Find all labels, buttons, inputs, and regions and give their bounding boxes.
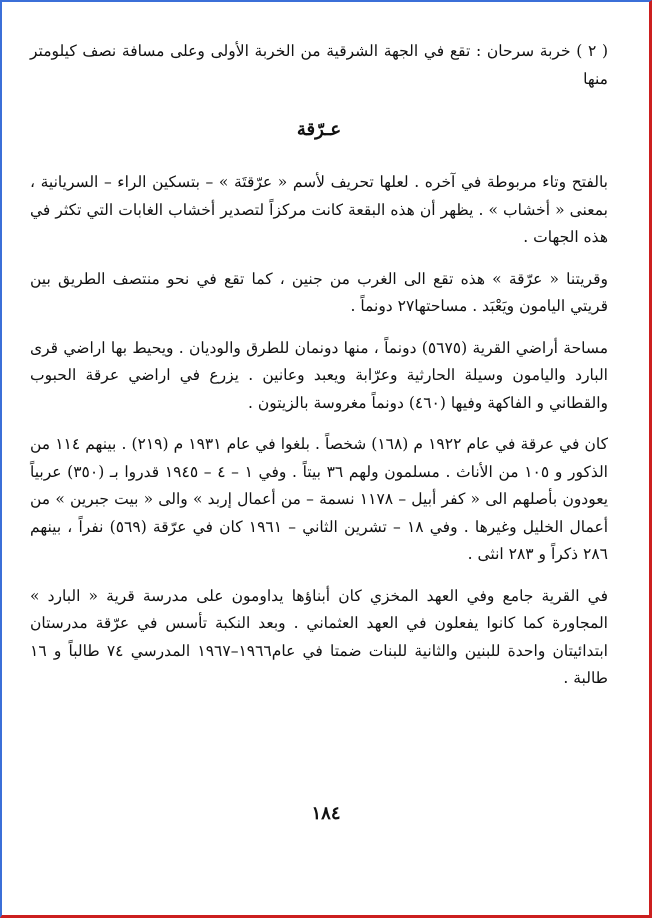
paragraph-location: وقريتنا « عرّقة » هذه تقع الى الغرب من جنين ، كما تقع في نحو منتصف الطريق بين قريتي اليامون ويَعْبَد . مساحتها٢٧ دونماً . (30, 269, 608, 315)
paragraph-population: كان في عرقة في عام ١٩٢٢ م (١٦٨) شخصاً . بلغوا في عام ١٩٣١ م (٢١٩) . بينهم ١١٤ من الذكور و ١٠٥ من الأناث . مسلمون ولهم ٣٦ بيتاً . وفي ١ – ٤ – ١٩٤٥ قدروا بـ (٣٥٠) عربياً يعودون بأصلهم الى « كفر أبيل – ١١٧٨ نسمة – من أعمال إربد » والى « بيت جبرين » من أعمال الخليل وغيرها . وفي ١٨ – تشرين الثاني – ١٩٦١ كان في عرّقة (٥٦٩) نفراً ، بينهم ٢٨٦ ذكراً و ٢٨٣ انثى . (30, 435, 609, 563)
paragraph-lands: مساحة أراضي القرية (٥٦٧٥) دونماً ، منها دونمان للطرق والوديان . ويحيط بها اراضي قرى البارد واليامون وسيلة الحارثية وعرّابة ويعبد وعانين . يزرع في اراضي عرقة الحبوب والقطاني و الفاكهة وفيها (٤٦٠) دونماً مغروسة بالزيتون . (30, 338, 609, 412)
paragraph-etymology: بالفتح وتاء مربوطة في آخره . لعلها تحريف لأسم « عرّقتَة » – بتسكين الراء – السريانية ، بمعنى « أخشاب » . يظهر أن هذه البقعة كانت مركزاً لتصدير أخشاب الغابات التي تكثر في هذه الجهات . (30, 173, 608, 246)
footnote-khirbet-sarhan: ( ٢ ) خربة سرحان : تقع في الجهة الشرقية من الخربة الأولى وعلى مسافة نصف كيلومتر منها (30, 42, 608, 88)
section-heading: عـرّقة (296, 119, 342, 140)
document-page (30, 38, 608, 693)
page-number: ١٨٤ (311, 803, 341, 824)
paragraph-education: في القرية جامع وفي العهد المخزي كان أبناؤها يداومون على مدرسة قرية « البارد » المجاورة كما كانوا يفعلون في العهد العثماني . وبعد النكبة تأسس في عرّقة مدرستان ابتدائيتان واحدة للبنين والثانية للبنات ضمتا في عام١٩٦٦–١٩٦٧ المدرسي ٧٤ طالباً و ١٦ طالبة . (30, 586, 608, 687)
